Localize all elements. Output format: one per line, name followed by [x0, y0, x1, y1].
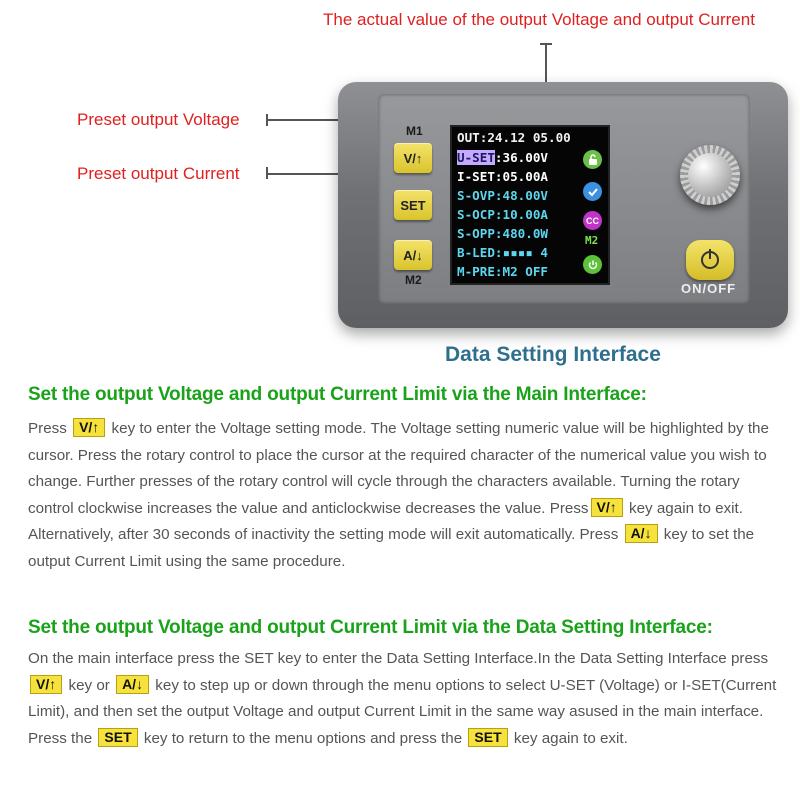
a-down-key-inline: A/↓ [625, 524, 658, 543]
text-run: key to step up or down through the menu options to select U-SET (Voltage) or I-SET(Current Limit), and then set the output Voltage and output Current Limit in the same way asused in the main interface. Press the [28, 676, 777, 747]
lcd-u-set-line [457, 150, 548, 166]
text-run: key again to exit. Alternatively, after 30 seconds of inactivity the setting mode will exit automatically. Press [28, 499, 743, 543]
lcd-out-line: OUT:24.12 05.00 [457, 130, 571, 145]
annotation-preset-voltage: Preset output Voltage [77, 110, 240, 129]
a-down-key[interactable]: A/↓ [394, 240, 432, 270]
lcd-i-set-line: I-SET:05.00A [457, 169, 548, 184]
section2-paragraph [28, 646, 788, 752]
lcd-screen [450, 125, 610, 285]
set-key-inline: SET [98, 728, 137, 747]
set-key-inline: SET [468, 728, 507, 747]
text-run: On the main interface press the SET key to enter the Data Setting Interface.In the Data Setting Interface press [28, 650, 769, 667]
lcd-m-pre-line: M-PRE:M2 OFF [457, 264, 548, 279]
annotation-preset-current: Preset output Current [77, 164, 240, 183]
section1-paragraph [28, 416, 788, 575]
v-up-key-inline: V/↑ [591, 498, 623, 517]
on-off-label: ON/OFF [681, 281, 737, 296]
text-run: Press [28, 420, 67, 437]
a-down-key-inline: A/↓ [116, 675, 149, 694]
set-key[interactable]: SET [394, 190, 432, 220]
lcd-u-set-value: :36.00V [494, 150, 548, 165]
v-up-key[interactable]: V/↑ [394, 143, 432, 173]
lcd-m2-badge: M2 [585, 234, 599, 247]
cc-icon: CC [583, 211, 602, 230]
text-run: key to enter the Voltage setting mode. The Voltage setting numeric value will be highlighted by the cursor. Press the rotary control to place the cursor at the required character of the numerical value you wish to change. Further presses of the rotary control will cycle through the characters available. Turning the rotary control clockwise increases the value and anticlockwise decreases the value. Press [28, 420, 769, 517]
on-off-button[interactable] [686, 240, 734, 280]
figure-caption: Data Setting Interface [445, 343, 661, 366]
power-icon-bar [709, 249, 711, 259]
text-run: key again to exit. [513, 729, 628, 747]
text-run: key or [68, 676, 110, 694]
lcd-s-opp-line: S-OPP:480.0W [457, 226, 548, 241]
lcd-u-set-label: U-SET [457, 150, 495, 165]
unlock-icon [583, 150, 602, 169]
v-up-key-inline: V/↑ [30, 675, 62, 694]
lcd-s-ovp-line: S-OVP:48.00V [457, 188, 548, 203]
power-status-icon [583, 255, 602, 274]
text-run: key to set the output Current Limit using the same procedure. [28, 526, 755, 570]
v-up-key-inline: V/↑ [73, 418, 105, 437]
knob-cap [688, 153, 732, 197]
key-m2-label: M2 [405, 273, 422, 287]
key-m1-label: M1 [406, 124, 423, 138]
text-run: key to return to the menu options and press the [143, 729, 463, 747]
lcd-s-ocp-line: S-OCP:10.00A [457, 207, 548, 222]
section2-heading: Set the output Voltage and output Current Limit via the Data Setting Interface: [28, 617, 713, 638]
rotary-encoder-knob[interactable] [680, 145, 740, 205]
check-icon [583, 182, 602, 201]
section1-heading: Set the output Voltage and output Current Limit via the Main Interface: [28, 384, 647, 405]
lcd-b-led-line: B-LED:▪▪▪▪ 4 [457, 245, 548, 260]
annotation-actual-value: The actual value of the output Voltage and output Current [323, 10, 755, 29]
